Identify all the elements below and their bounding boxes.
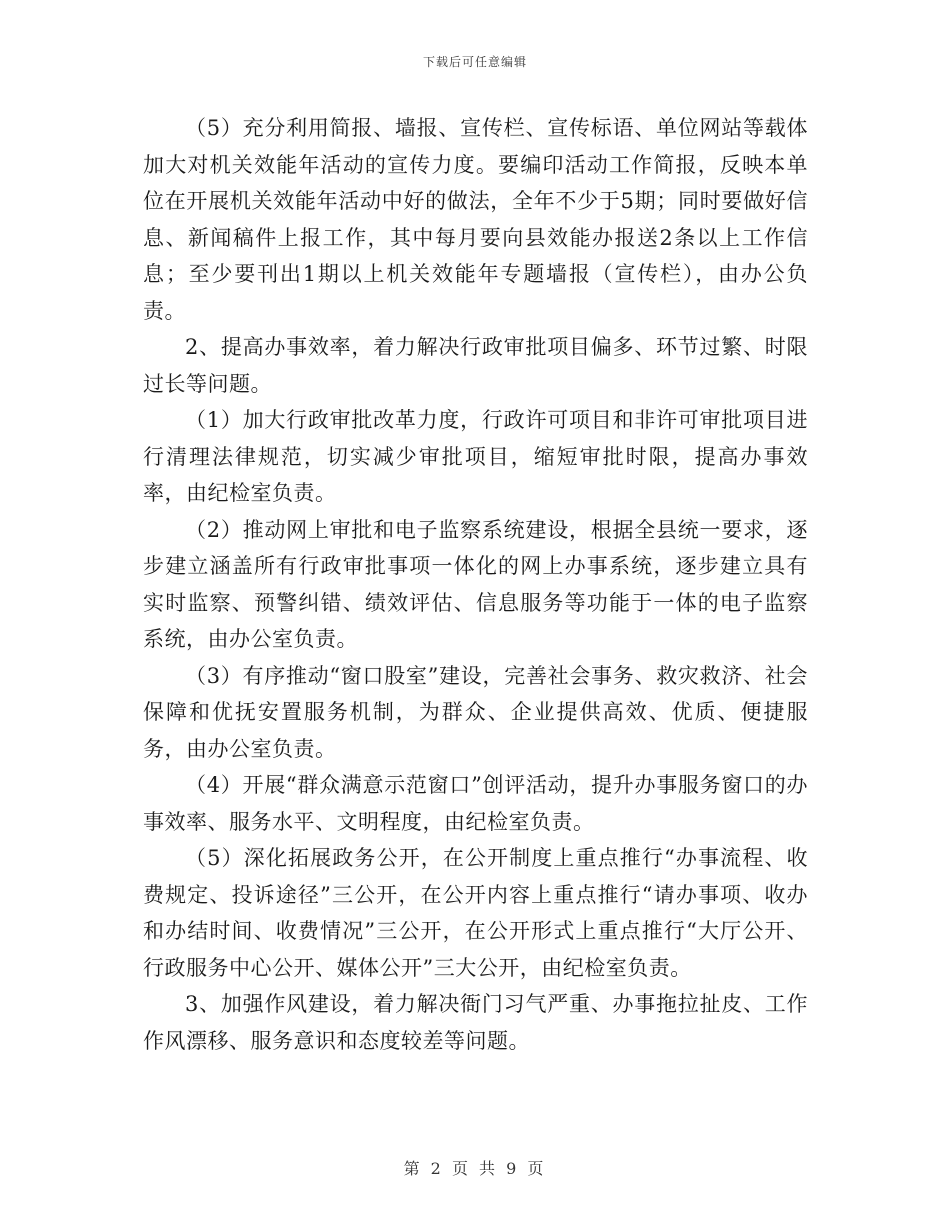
paragraph: 3、加强作风建设，着力解决衙门习气严重、办事拖拉扯皮、工作作风漂移、服务意识和态度较差等问题。 <box>143 992 808 1053</box>
paragraph: （4）开展“群众满意示范窗口”创评活动，提升办事服务窗口的办事效率、服务水平、文明程度，由纪检室负责。 <box>143 773 808 834</box>
page-footer: 第 2 页 共 9 页 <box>403 1159 547 1178</box>
paragraph: （1）加大行政审批改革力度，行政许可项目和非许可审批项目进行清理法律规范，切实减少审批项目，缩短审批时限，提高办事效率，由纪检室负责。 <box>143 408 808 505</box>
paragraph: （5）充分利用简报、墙报、宣传栏、宣传标语、单位网站等载体加大对机关效能年活动的宣传力度。要编印活动工作简报，反映本单位在开展机关效能年活动中好的做法，全年不少于5期；同时要做好信息、新闻稿件上报工作，其中每月要向县效能办报送2条以上工作信息；至少要刊出1期以上机关效能年专题墙报（宣传栏），由办公负责。 <box>143 116 808 323</box>
page-header: 下载后可任意编辑 <box>422 55 527 69</box>
paragraph: （5）深化拓展政务公开，在公开制度上重点推行“办事流程、收费规定、投诉途径”三公开，在公开内容上重点推行“请办事项、收办和办结时间、收费情况”三公开，在公开形式上重点推行“大厅公开、行政服务中心公开、媒体公开”三大公开，由纪检室负责。 <box>143 846 808 980</box>
paragraph: （3）有序推动“窗口股室”建设，完善社会事务、救灾救济、社会保障和优抚安置服务机制，为群众、企业提供高效、优质、便捷服务，由办公室负责。 <box>143 663 808 761</box>
paragraph: （2）推动网上审批和电子监察系统建设，根据全县统一要求，逐步建立涵盖所有行政审批事项一体化的网上办事系统，逐步建立具有实时监察、预警纠错、绩效评估、信息服务等功能于一体的电子监察系统，由办公室负责。 <box>143 517 808 651</box>
document-body <box>143 110 808 1059</box>
paragraph: 2、提高办事效率，着力解决行政审批项目偏多、环节过繁、时限过长等问题。 <box>143 335 808 396</box>
